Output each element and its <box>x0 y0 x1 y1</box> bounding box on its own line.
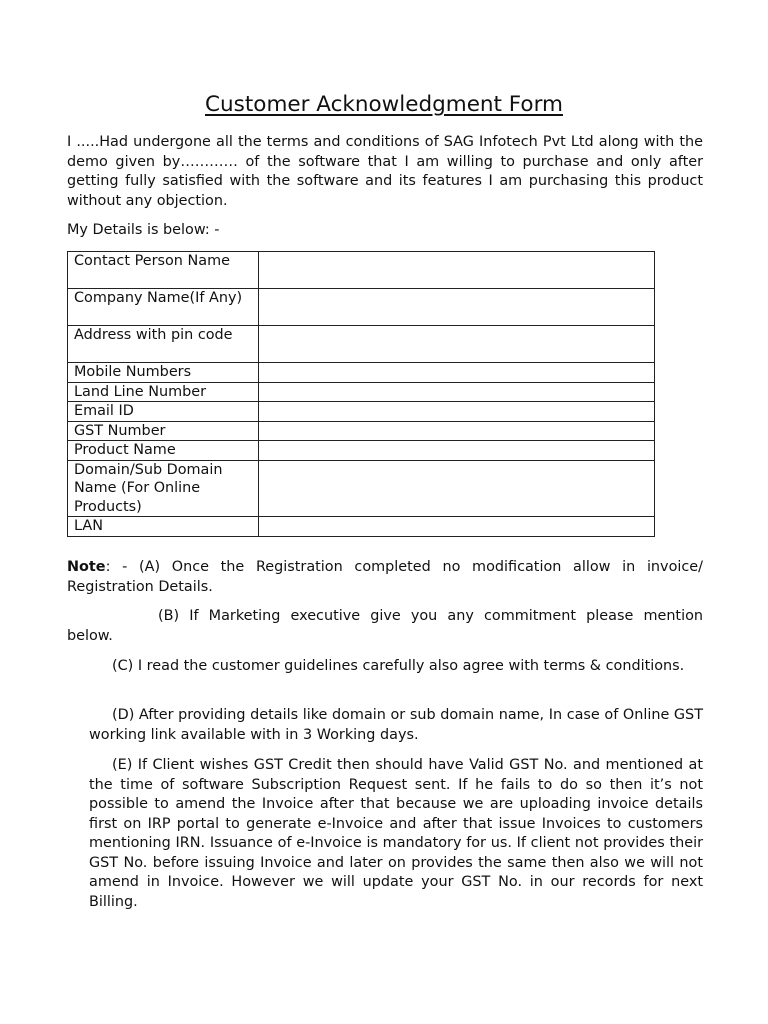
page-title: Customer Acknowledgment Form <box>205 92 563 117</box>
table-row <box>68 441 655 461</box>
note-a <box>67 558 703 597</box>
row-value-email[interactable] <box>259 402 655 422</box>
row-label-company-name: Company Name(If Any) <box>68 289 259 326</box>
row-label-domain: Domain/Sub Domain Name (For Online Products) <box>68 460 259 517</box>
row-value-domain[interactable] <box>259 460 655 517</box>
row-value-landline[interactable] <box>259 382 655 402</box>
row-label-contact-person: Contact Person Name <box>68 252 259 289</box>
row-value-gst-number[interactable] <box>259 421 655 441</box>
note-c: (C) I read the customer guidelines carefully also agree with terms & conditions. <box>112 658 685 674</box>
table-row <box>68 517 655 537</box>
row-label-landline: Land Line Number <box>68 382 259 402</box>
note-heading: Note <box>67 559 106 575</box>
row-value-lan[interactable] <box>259 517 655 537</box>
note-e: (E) If Client wishes GST Credit then should have Valid GST No. and mentioned at the time of software Subscription Request sent. If he fails to do so then it’s not possible to amend the Invoice after that because we are uploading invoice details first on IRP portal to generate e-Invoice and after that issue Invoices to customers mentioning IRN. Issuance of e-Invoice is mandatory for us. If client not provides their GST No. before issuing Invoice and later on provides the same then also we will not amend in Invoice. However we will update your GST No. in our records for next Billing. <box>89 757 703 910</box>
row-label-address: Address with pin code <box>68 326 259 363</box>
intro-paragraph: I .....Had undergone all the terms and conditions of SAG Infotech Pvt Ltd along with the demo given by………… of the software that I am willing to purchase and only after getting fully satisfied with the software and its features I am purchasing this product without any objection. <box>67 134 703 209</box>
table-row <box>68 252 655 289</box>
details-label: My Details is below: - <box>67 222 220 238</box>
details-table <box>67 251 655 537</box>
row-label-email: Email ID <box>68 402 259 422</box>
row-label-product-name: Product Name <box>68 441 259 461</box>
row-label-mobile: Mobile Numbers <box>68 363 259 383</box>
row-label-gst-number: GST Number <box>68 421 259 441</box>
row-value-product-name[interactable] <box>259 441 655 461</box>
table-row <box>68 289 655 326</box>
row-value-mobile[interactable] <box>259 363 655 383</box>
table-row <box>68 326 655 363</box>
table-row <box>68 382 655 402</box>
row-value-company-name[interactable] <box>259 289 655 326</box>
note-a-text: : - (A) Once the Registration completed no modification allow in invoice/ Registration Details. <box>67 559 703 595</box>
row-label-lan: LAN <box>68 517 259 537</box>
table-row <box>68 460 655 517</box>
table-row <box>68 421 655 441</box>
row-value-address[interactable] <box>259 326 655 363</box>
note-d: (D) After providing details like domain or sub domain name, In case of Online GST working link available with in 3 Working days. <box>89 707 703 743</box>
table-row <box>68 402 655 422</box>
note-b: (B) If Marketing executive give you any commitment please mention below. <box>67 608 703 644</box>
table-row <box>68 363 655 383</box>
row-value-contact-person[interactable] <box>259 252 655 289</box>
